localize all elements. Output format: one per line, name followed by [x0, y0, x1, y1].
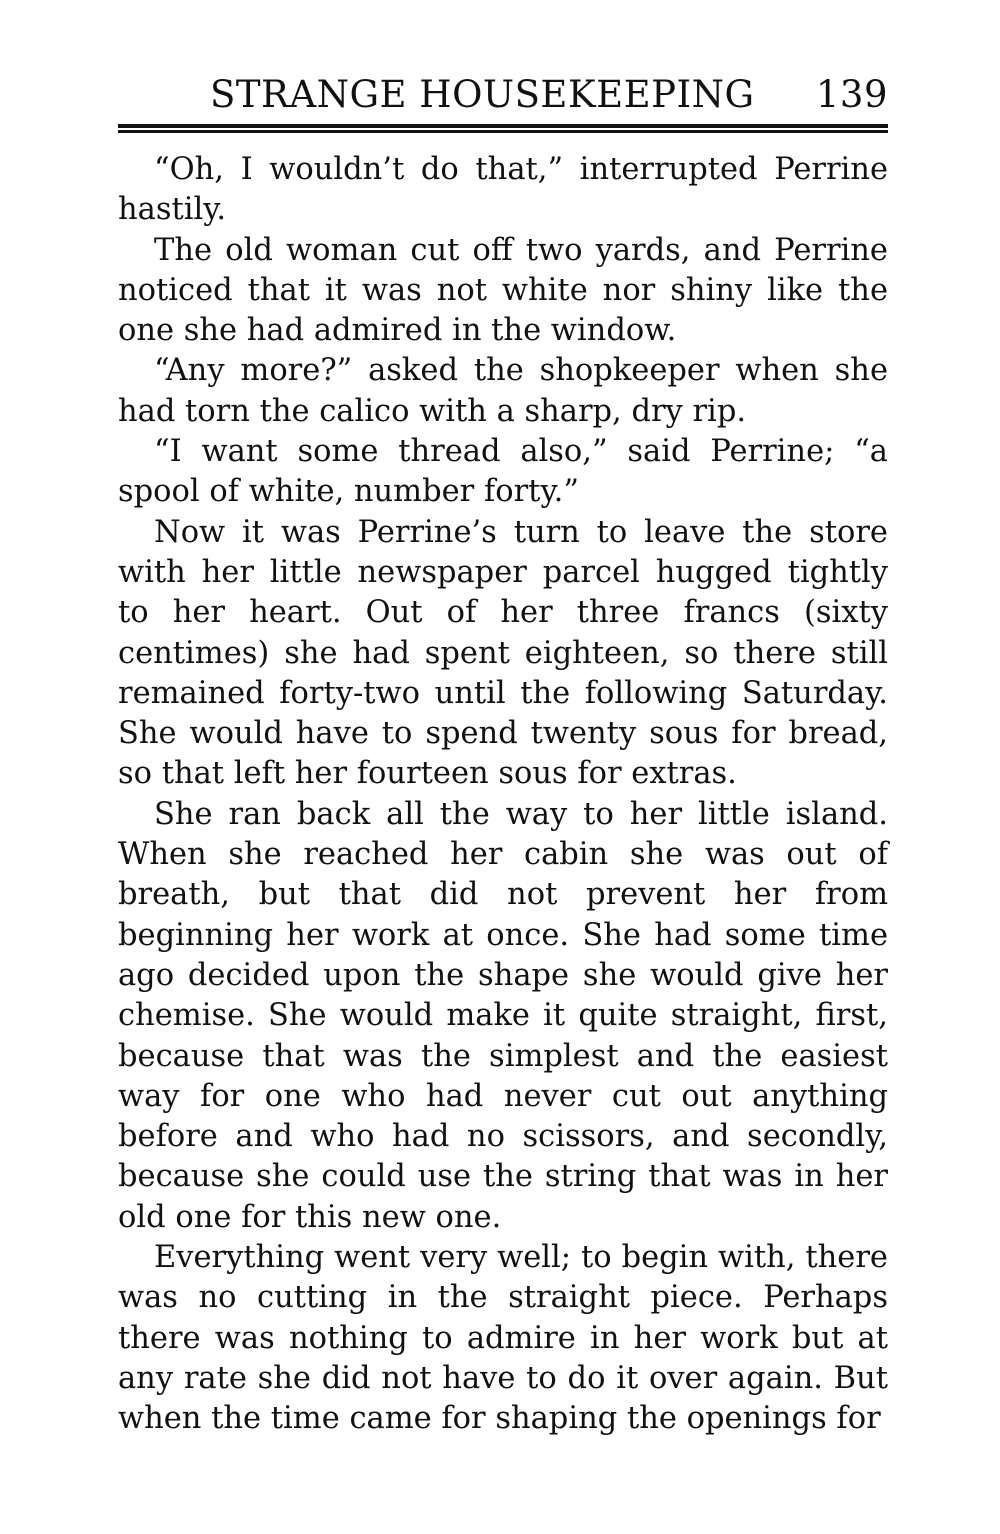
paragraph: “Any more?” asked the shopkeeper when she had torn the calico with a sharp, dry rip. — [118, 353, 888, 429]
book-page — [118, 72, 888, 1440]
paragraph: “I want some thread also,” said Perrine; “a spool of white, number forty.” — [118, 434, 888, 510]
running-head — [118, 72, 888, 118]
header-rule — [118, 124, 888, 130]
page-number: 139 — [815, 73, 888, 116]
paragraph: “Oh, I wouldn’t do that,” interrupted Perrine hastily. — [118, 152, 888, 228]
body-text — [118, 150, 888, 1440]
paragraph: The old woman cut off two yards, and Perrine noticed that it was not white nor shiny like the one she had admired in the window. — [118, 232, 888, 349]
paragraph: Now it was Perrine’s turn to leave the store with her little newspaper parcel hugged tightly to her heart. Out of her three francs (sixty centimes) she had spent eighteen, so there still remained forty-two until the following Saturday. She would have to spend twenty sous for bread, so that left her fourteen sous for extras. — [118, 514, 888, 792]
paragraph: She ran back all the way to her little island. When she reached her cabin she was out of breath, but that did not prevent her from beginning her work at once. She had some time ago decided upon the shape she would give her chemise. She would make it quite straight, first, because that was the simplest and the easiest way for one who had never cut out anything before and who had no scissors, and secondly, because she could use the string that was in her old one for this new one. — [118, 796, 888, 1235]
running-title: STRANGE HOUSEKEEPING — [210, 73, 755, 116]
paragraph: Everything went very well; to begin with, there was no cutting in the straight piece. Perhaps there was nothing to admire in her work but at any rate she did not have to do it over again. But when the time came for shaping the openings for — [118, 1240, 888, 1437]
